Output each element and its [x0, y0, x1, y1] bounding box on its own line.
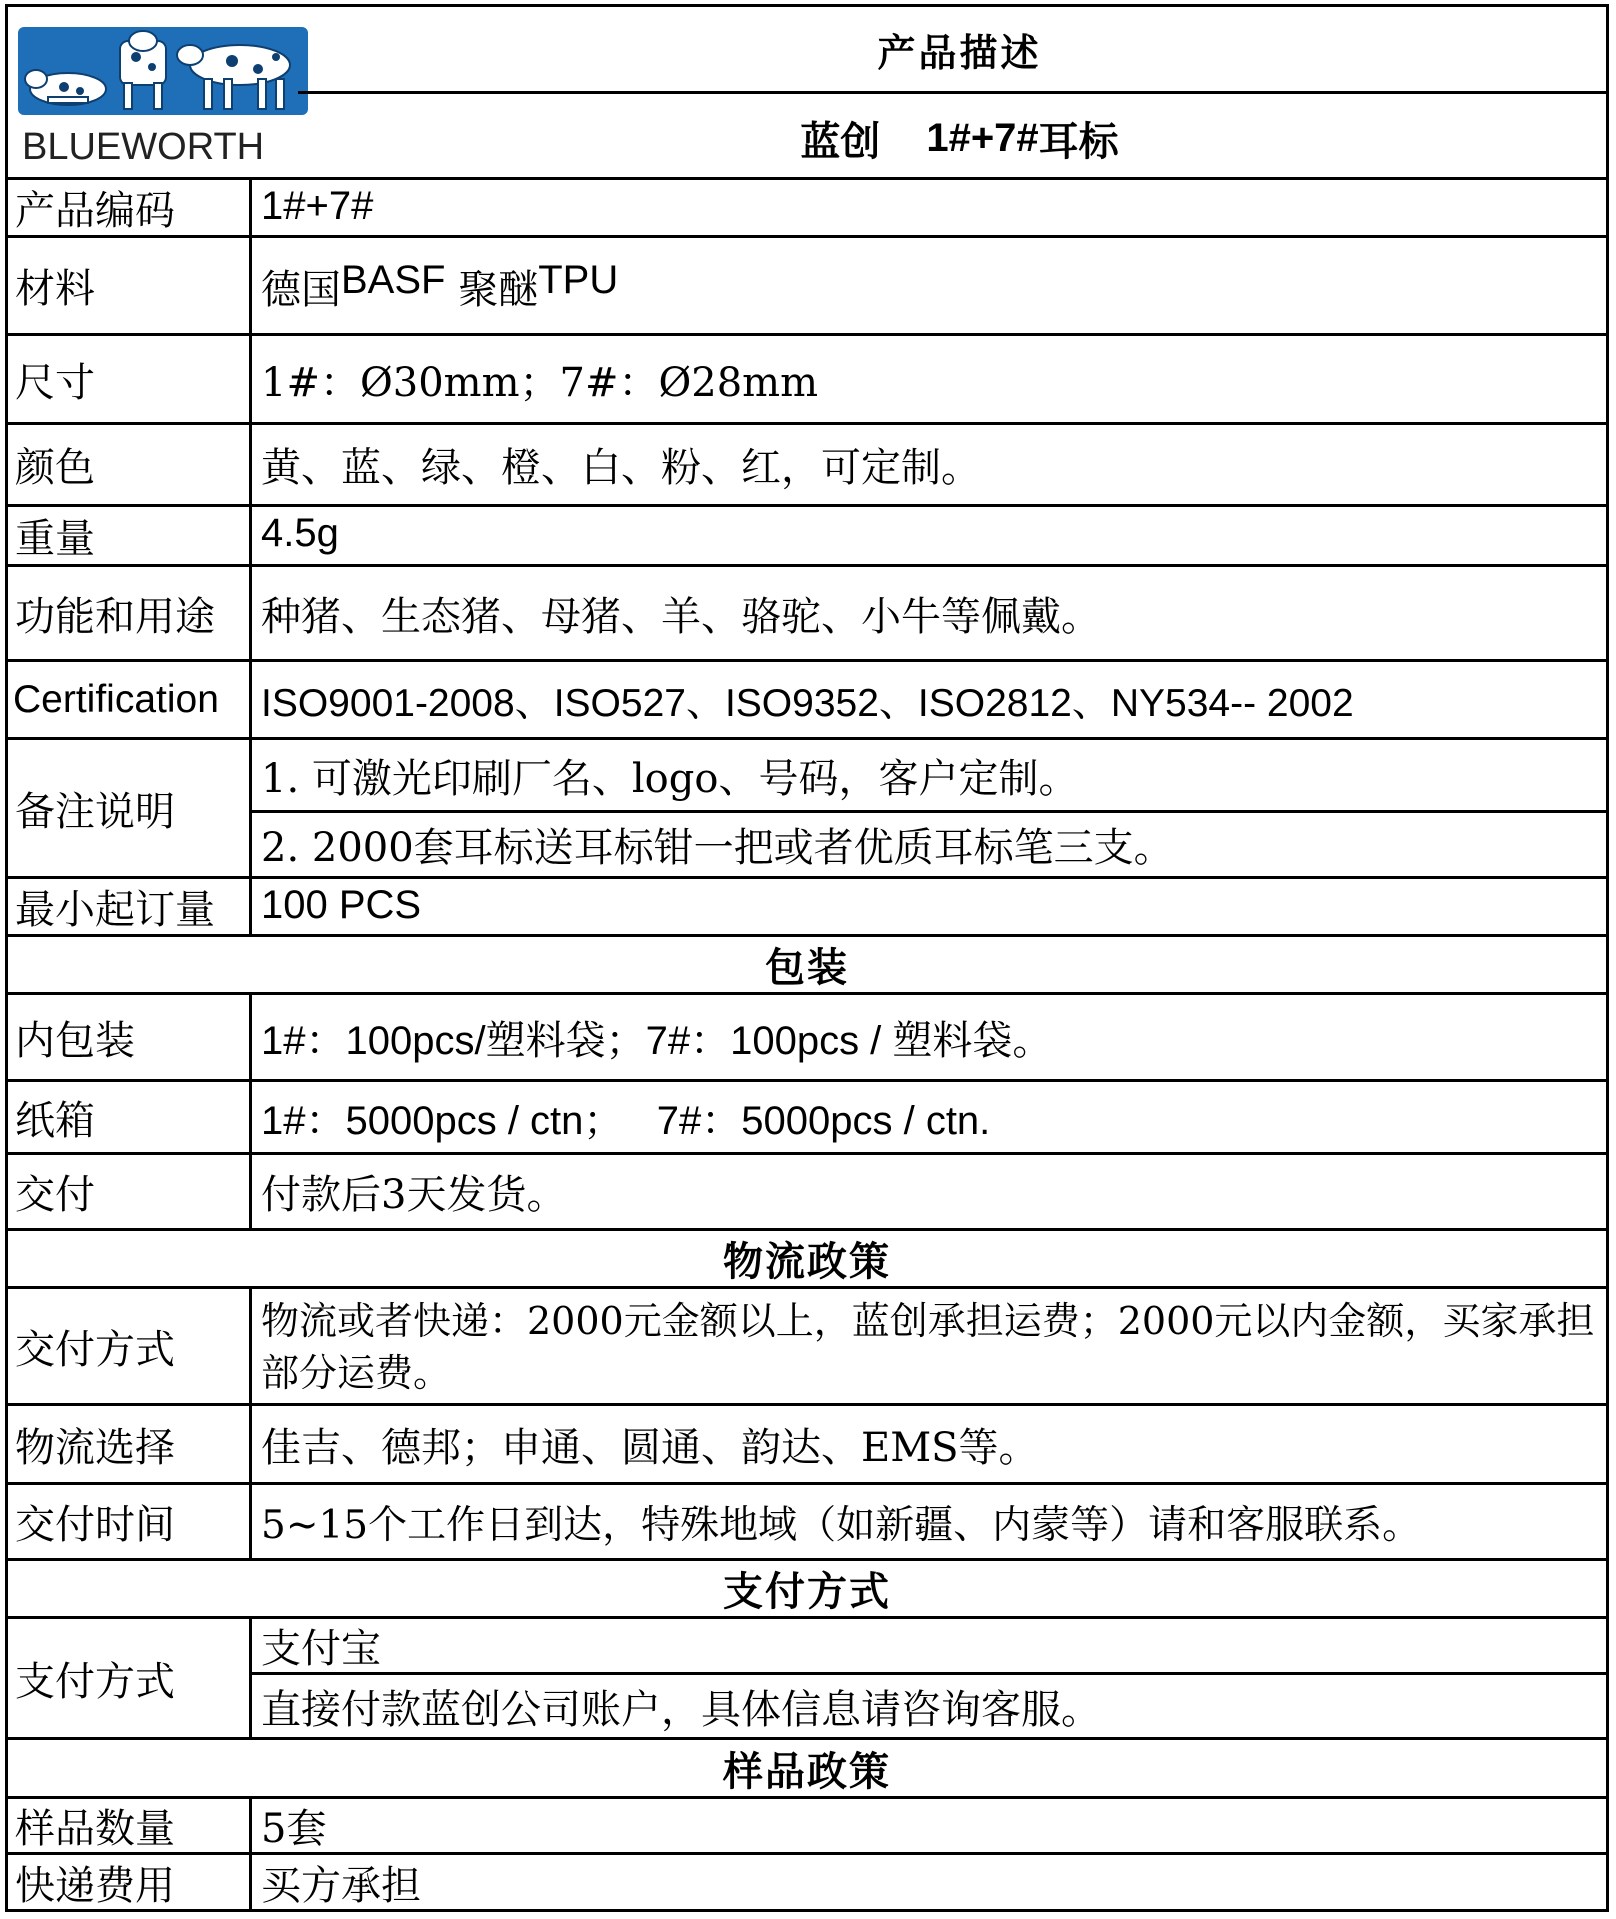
section-title: 支付方式 — [723, 1568, 891, 1615]
row-label: 产品编码 — [8, 180, 252, 235]
row-value: 买方承担 — [261, 1862, 421, 1909]
row-value: 物流或者快递：2000元金额以上，蓝创承担运费；2000元以内金额，买家承担部分运费。 — [261, 1299, 1595, 1395]
material-origin: 德国 — [261, 267, 341, 313]
product-model: 1#+7# — [926, 116, 1039, 160]
row-notes — [5, 740, 1609, 879]
product-suffix: 耳标 — [1038, 118, 1119, 165]
section-title: 物流政策 — [723, 1238, 891, 1285]
row-value: 1#：Ø30mm；7#：Ø28mm — [261, 359, 819, 406]
row-label: 交付时间 — [8, 1485, 252, 1558]
note-line-2: 2. 2000套耳标送耳标钳一把或者优质耳标笔三支。 — [261, 825, 1174, 871]
row-value: 4.5g — [261, 511, 339, 555]
note-line-1: 1. 可激光印刷厂名、logo、号码，客户定制。 — [252, 740, 1606, 813]
section-logistics — [5, 1231, 1609, 1289]
row-product-code — [5, 177, 1609, 238]
row-value: 5套 — [261, 1806, 327, 1852]
product-brand: 蓝创 — [800, 118, 881, 165]
logo-wordmark: BLUEWORTH — [22, 126, 265, 168]
row-weight — [5, 507, 1609, 567]
row-payment-method — [5, 1619, 1609, 1740]
row-label: 支付方式 — [8, 1619, 252, 1737]
row-label: 备注说明 — [8, 740, 252, 876]
row-moq — [5, 879, 1609, 937]
material-code: TPU — [538, 258, 619, 302]
row-delivery — [5, 1155, 1609, 1231]
row-label: 最小起订量 — [8, 879, 252, 934]
row-value: 种猪、生态猪、母猪、羊、骆驼、小牛等佩戴。 — [261, 593, 1101, 640]
row-certification — [5, 662, 1609, 740]
row-sample-qty — [5, 1799, 1609, 1855]
product-title — [313, 94, 1606, 183]
row-label: 材料 — [8, 238, 252, 333]
row-usage — [5, 567, 1609, 662]
section-title: 包装 — [765, 944, 849, 991]
row-carton — [5, 1082, 1609, 1155]
row-value: 1#+7# — [261, 184, 374, 228]
row-label: 交付 — [8, 1155, 252, 1228]
row-value: 付款后3天发货。 — [261, 1172, 567, 1218]
row-shipping-fee — [5, 1855, 1609, 1912]
payment-line-2: 直接付款蓝创公司账户，具体信息请咨询客服。 — [261, 1686, 1101, 1733]
row-label: 功能和用途 — [8, 567, 252, 659]
row-color — [5, 425, 1609, 507]
row-label: 内包装 — [8, 995, 252, 1079]
payment-line-1: 支付宝 — [252, 1619, 1606, 1675]
row-delivery-time — [5, 1485, 1609, 1561]
row-label: 纸箱 — [8, 1082, 252, 1152]
row-label: 交付方式 — [8, 1289, 252, 1403]
row-label: 颜色 — [8, 425, 252, 504]
material-brand: BASF — [341, 258, 446, 302]
section-title: 样品政策 — [723, 1747, 891, 1795]
row-label: 尺寸 — [8, 336, 252, 422]
section-packing — [5, 937, 1609, 995]
cow-logo-icon — [18, 27, 308, 169]
row-value: 100 PCS — [261, 883, 422, 927]
row-inner-packing — [5, 995, 1609, 1082]
page-title: 产品描述 — [877, 29, 1042, 75]
row-value: ISO9001-2008、ISO527、ISO9352、ISO2812、NY534-- 2002 — [261, 681, 1354, 725]
row-label: Certification — [8, 662, 252, 737]
row-value: 1#：5000pcs / ctn； 7#：5000pcs / ctn. — [261, 1098, 991, 1143]
spec-header — [5, 4, 1609, 180]
row-value: 佳吉、德邦；申通、圆通、韵达、EMS等。 — [261, 1424, 1039, 1471]
row-material — [5, 238, 1609, 336]
row-value: 黄、蓝、绿、橙、白、粉、红，可定制。 — [261, 445, 981, 491]
row-label: 样品数量 — [8, 1799, 252, 1852]
row-size — [5, 336, 1609, 425]
section-payment — [5, 1561, 1609, 1619]
row-value: 5~15个工作日到达，特殊地域（如新疆、内蒙等）请和客服联系。 — [261, 1502, 1422, 1548]
row-label: 快递费用 — [8, 1855, 252, 1909]
row-value: 1#：100pcs/塑料袋；7#：100pcs / 塑料袋。 — [261, 1018, 1053, 1063]
row-label: 物流选择 — [8, 1406, 252, 1482]
blueworth-logo — [18, 27, 308, 169]
material-type: 聚醚 — [458, 267, 539, 313]
row-carriers — [5, 1406, 1609, 1485]
row-value — [252, 238, 1606, 333]
section-sample — [5, 1740, 1609, 1799]
row-delivery-method — [5, 1289, 1609, 1406]
row-label: 重量 — [8, 507, 252, 564]
